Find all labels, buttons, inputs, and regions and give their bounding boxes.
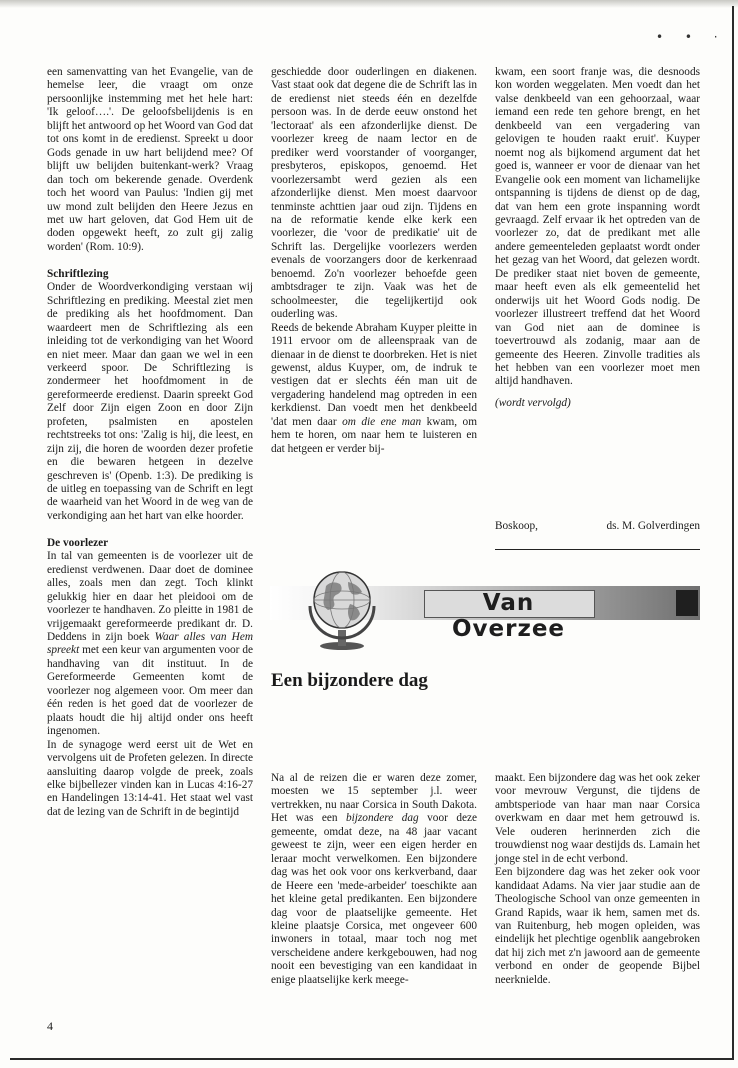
article-text-3: Een bijzondere dag was het zeker ook voor kandidaat Adams. Na vier jaar studie aan de Theologische School van onze gemeenten in Grand Rapids, waar ik hem, samen met ds. van Ruitenburg, heb mogen opleiden, was eindelijk het plechtige ogenblik aangebroken dat hij zich met z'n jawoord aan de gemeente verbond en onder de geopende Bijbel neerknielde. — [495, 866, 700, 986]
section-title: Van Overzee — [451, 590, 566, 642]
voorlezer-text-2: In de synagoge werd eerst uit de Wet en vervolgens uit de Profeten gelezen. In directe aansluiting daarop volgde de preek, zoals elke bijbellezer vinden kan in Lucas 4:16-27 en Handelingen 13:14-41. Het staat wel vast dat de lezing van de Schrift in de begintijd — [47, 738, 253, 818]
globe-icon — [296, 560, 388, 652]
left-column — [47, 66, 253, 819]
middle-text-2: Reeds de bekende Abraham Kuyper pleitte in 1911 ervoor om de alleenspraak van de dienaar in de dienst te doorbreken. Het is niet gewenst, aldus Kuyper, om, de indruk te vestigen dat er slechts één man uit de vergadering handelend mag optreden in een kerkdienst. Dan voedt men het denkbeeld 'dat men daar om die ene man kwam, om hem te horen, om naar hem te luisteren en dat hetgeen er verder bij- — [271, 321, 477, 455]
continued-note: (wordt vervolgd) — [495, 396, 571, 409]
voorlezer-heading: De voorlezer — [47, 536, 109, 549]
schriftlezing-heading: Schriftlezing — [47, 267, 109, 280]
article-column-1 — [271, 772, 477, 987]
middle-column — [271, 66, 477, 456]
intro-paragraph: een samenvatting van het Evangelie, van de hemelse leer, die vraagt om onze persoonlijke instemming met het hele hart: 'Ik geloof….'. De geloofsbelijdenis is en blijft het antwoord op het Woord van God dat tot ons komt in de eredienst. Spreekt u door Gods genade in uw hart belijdend mee? Of blijft uw belijden buitenkant-werk? Vraag dan toch om bekerende genade. Overdenk toch het woord van Paulus: 'Indien gij met uw mond zult belijden den Heere Jezus en met uw hart geloven, dat God Hem uit de doden opgewekt heeft, zo zult gij zalig worden' (Rom. 10:9). — [47, 66, 253, 253]
section-end-block — [676, 590, 698, 616]
book-title: Waar alles van Hem spreekt — [47, 631, 253, 657]
voorlezer-text: In tal van gemeenten is de voorlezer uit de eredienst verdwenen. Daar doet de dominee alles, zoals men dan zegt. Toch klinkt gelukkig hier en daar het pleidooi om de voorlezer te handhaven. Zo pleitte in 1981 de vrijgemaakt gereformeerde predikant dr. D. Deddens in zijn boek Waar alles van Hem spreekt met een keur van argumenten voor de handhaving van dit instituut. In de Gereformeerde Gemeenten komt de voorlezer nog algemeen voor. Om meer dan één reden is het goed dat de voorlezer de plaats houdt die hij altijd onder ons heeft ingenomen. — [47, 550, 253, 738]
article-column-2 — [495, 772, 700, 987]
page-number: 4 — [47, 1019, 53, 1033]
schriftlezing-text: Onder de Woordverkondiging verstaan wij Schriftlezing en prediking. Meestal ziet men de prediking als het hoofdmoment. Dan waardeert men de Schriftlezing als een inleiding tot de verkondiging van het Woord en niet meer. Maar dan gaan we wel in een verkeerd spoor. De Schriftlezing is zondermeer het hoofdmoment in de gereformeerde eredienst. Daarin spreekt God Zelf door Zijn eigen Zoon en door Zijn profeten, psalmisten en apostelen rechtstreeks tot ons: 'Zalig is hij, die leest, en zijn zij, die horen de woorden dezer profetie en die bewaren hetgeen in dezelve geschreven is' (Openb. 1:3). De prediking is de uitleg en toepassing van de Schrift en legt de waarheid van het Woord in de weg van de verkondiging aan het hart van elke hoorder. — [47, 281, 253, 522]
signature-author: ds. M. Golverdingen — [606, 520, 700, 532]
article-text-1: Na al de reizen die er waren deze zomer, moesten we 15 september j.l. weer vertrekken, nu naar Corsica in South Dakota. Het was een bijzondere dag voor deze gemeente, omdat deze, na 48 jaar vacant geweest te zijn, weer een eigen herder en leraar mocht verwelkomen. Een bijzondere dag was het ook voor ons kerkverband, daar de Heere een 'mede-arbeider' toeschikte aan het kleine getal predikanten. Een bijzondere dag voor de plaatselijke gemeente. Het kleine plaatsje Corsica, met ongeveer 600 inwoners in totaal, maar toch nog met verscheidene andere kerkgebouwen, had nog nooit een bevestiging van een kandidaat in enige plaatselijke kerk meege- — [271, 772, 478, 986]
article-title: Een bijzondere dag — [271, 670, 428, 691]
divider — [495, 549, 700, 550]
right-text: kwam, een soort franje was, die desnoods kon worden weggelaten. Men voedt dan het valse denkbeeld van een gehoorzaal, waar iemand een rede ten gehore brengt, en het denkbeeld van een vergadering van gelovigen te houden raakt eruit'. Kuyper noemt nog als bijkomend argument dat het goed is, wanneer er voor de dienaar van het Evangelie ook een moment van lichamelijke ontspanning is tijdens de dienst op de dag, dat van hem een grote inspanning wordt gevraagd. Zelf ervaar ik het optreden van de voorlezer zo, dat de predikant met alle andere gemeenteleden geplaatst wordt onder het gezag van het Woord, dat gelezen wordt. De prediker staat niet boven de gemeente, maar heeft even als elk gemeentelid het onderwijs uit het Woord Gods nodig. De voorlezer illustreert treffend dat het Woord van God niet aan de dominee is toevertrouwd als zodanig, maar aan de gemeente des Heeren. Zinvolle tradities als het hebben van een voorlezer moet men altijd handhaven. — [495, 66, 700, 388]
signature-place: Boskoop, — [495, 520, 538, 532]
corner-marks: • • · — [656, 30, 727, 44]
article-text-2: maakt. Een bijzondere dag was het ook zeker voor mevrouw Vergunst, die tijdens de ambtsperiode van haar man naar Corsica overkwam en daar met hem getrouwd is. Vele ouderen herinnerden zich die trouwdienst nog waar destijds ds. Lamain het jonge stel in de echt verbond. — [495, 772, 700, 865]
middle-text-1: geschiedde door ouderlingen en diakenen. Vast staat ook dat degene die de Schrift las in de eredienst niet steeds één en dezelfde persoon was. In de derde eeuw onstond het 'lectoraat' als een afzonderlijke dienst. De voorlezer kreeg de naam lector en de prediker werd voorstander of voorganger, presbyteros, episkopos, genoemd. Het voorlezersambt werd gezien als een afzonderlijke dienst. Men moest daarvoor tenminste achttien jaar oud zijn. Tijdens en na de reformatie kende elke kerk een voorlezer, die 'voor de predikatie' uit de Schrift las. Dergelijke voorlezers werden evenals de voorzangers door de kerkenraad benoemd. Zo'n voorlezer behoefde geen ambtsdrager te zijn. Vaak was het de schoolmeester, die tegelijkertijd ook ouderling was. — [271, 66, 477, 321]
right-column — [495, 66, 700, 410]
